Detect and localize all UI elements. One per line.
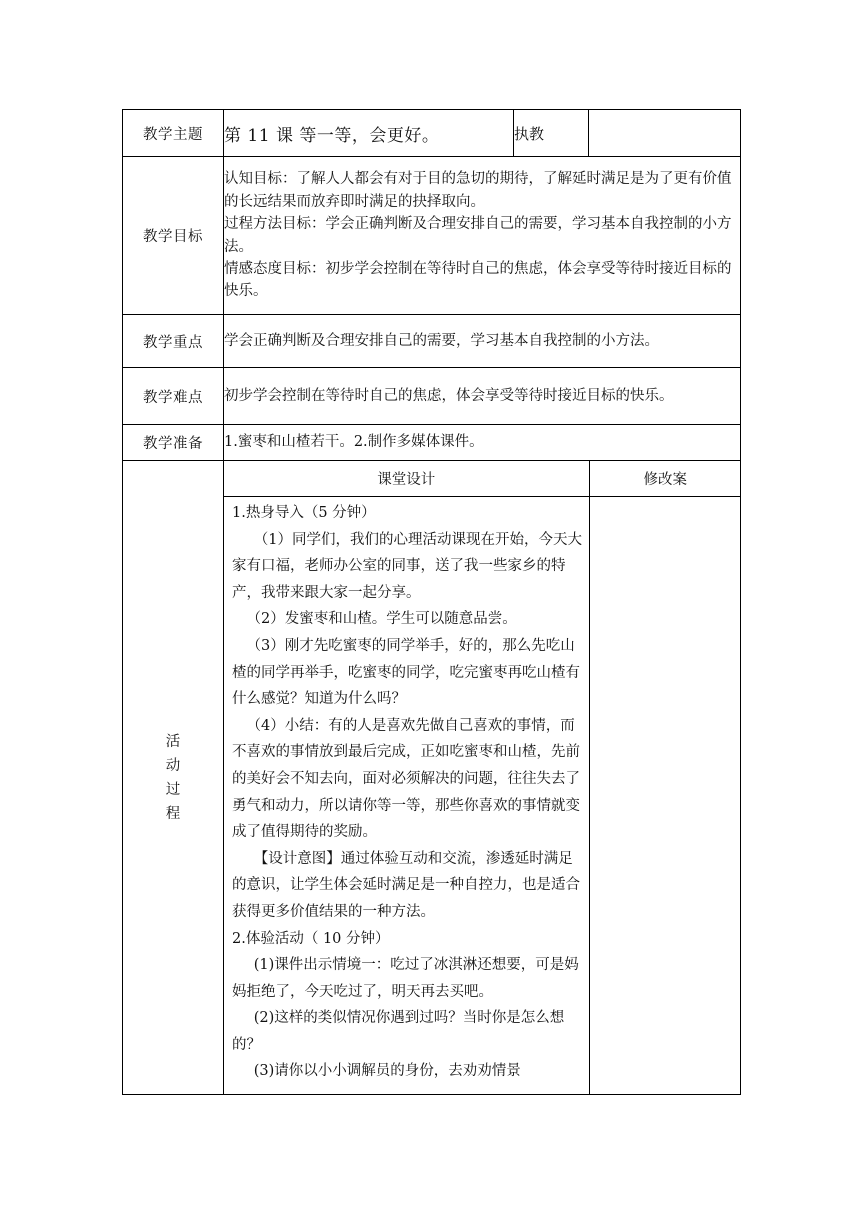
- warmup-step-2: （2）发蜜枣和山楂。学生可以随意品尝。: [246, 611, 517, 628]
- design-intent: 【设计意图】通过体验互动和交流，渗透延时满足的意识，让学生体会延时满足是一种自控力，也是适合获得更多价值结果的一种方法。: [232, 850, 580, 920]
- activity-label-char: 活: [165, 733, 181, 750]
- revision-header: 修改案: [589, 461, 741, 497]
- activity-body-row: [224, 497, 741, 1095]
- topic-label: 教学主题: [123, 110, 224, 157]
- goals-row: [123, 157, 741, 315]
- preparation-label: 教学准备: [123, 425, 224, 461]
- design-header: 课堂设计: [224, 461, 589, 497]
- warmup-step-1: （1）同学们，我们的心理活动课现在开始，今天大家有口福，老师办公室的同事，送了我一些家乡的特产，我带来跟大家一起分享。: [232, 531, 582, 601]
- teacher-label: 执教: [514, 110, 589, 157]
- activity-label: [123, 461, 224, 1095]
- difficulties-label: 教学难点: [123, 368, 224, 425]
- key-points-label: 教学重点: [123, 315, 224, 368]
- activity-inner-table: [224, 461, 741, 1094]
- teacher-value: [589, 110, 741, 157]
- goals-content: [224, 157, 741, 315]
- section-warmup: 1.热身导入（5 分钟）: [232, 505, 376, 521]
- section-experience: 2.体验活动（ 10 分钟）: [232, 930, 390, 947]
- revision-content: [589, 497, 741, 1095]
- activity-content: [224, 461, 741, 1095]
- goal-cognitive: 认知目标：了解人人都会有对于目的急切的期待，了解延时满足是为了更有价值的长远结果而放弃即时满足的抉择取向。: [224, 171, 732, 210]
- experience-step-2: (2)这样的类似情况你遇到过吗？当时你是怎么想的？: [232, 1010, 565, 1053]
- activity-label-char: 过: [165, 781, 181, 798]
- design-content: [224, 497, 589, 1095]
- experience-step-3: (3)请你以小小调解员的身份，去劝劝情景: [253, 1063, 521, 1080]
- lesson-plan-table: [122, 109, 741, 1095]
- activity-label-char: 程: [165, 805, 181, 822]
- preparation-text: 1.蜜枣和山楂若干。2.制作多媒体课件。: [224, 425, 741, 461]
- experience-step-1: (1)课件出示情境一：吃过了冰淇淋还想要，可是妈妈拒绝了，今天吃过了，明天再去买吧。: [232, 957, 579, 1000]
- difficulties-text: 初步学会控制在等待时自己的焦虑，体会享受等待时接近目标的快乐。: [224, 368, 741, 425]
- warmup-step-3: （3）刚才先吃蜜枣的同学举手，好的，那么先吃山楂的同学再举手，吃蜜枣的同学，吃完蜜枣再吃山楂有什么感觉？知道为什么吗？: [232, 637, 580, 708]
- goal-process: 过程方法目标：学会正确判断及合理安排自己的需要，学习基本自我控制的小方法。: [224, 216, 732, 255]
- activity-header-row: [224, 461, 741, 497]
- activity-row: [123, 461, 741, 1095]
- preparation-row: [123, 425, 741, 461]
- topic-row: [123, 110, 741, 157]
- key-points-text: 学会正确判断及合理安排自己的需要，学习基本自我控制的小方法。: [224, 315, 741, 368]
- difficulties-row: [123, 368, 741, 425]
- goals-label: 教学目标: [123, 157, 224, 315]
- activity-label-char: 动: [165, 757, 181, 774]
- topic-value: 第 11 课 等一等，会更好。: [224, 110, 514, 157]
- warmup-step-4: （4）小结：有的人是喜欢先做自己喜欢的事情，而不喜欢的事情放到最后完成，正如吃蜜枣和山楂，先前的美好会不知去向，面对必须解决的问题，往往失去了勇气和动力，所以请你等一等，那些你喜欢的事情就变成了值得期待的奖励。: [232, 717, 580, 841]
- key-points-row: [123, 315, 741, 368]
- goal-emotion: 情感态度目标：初步学会控制在等待时自己的焦虑，体会享受等待时接近目标的快乐。: [224, 260, 732, 300]
